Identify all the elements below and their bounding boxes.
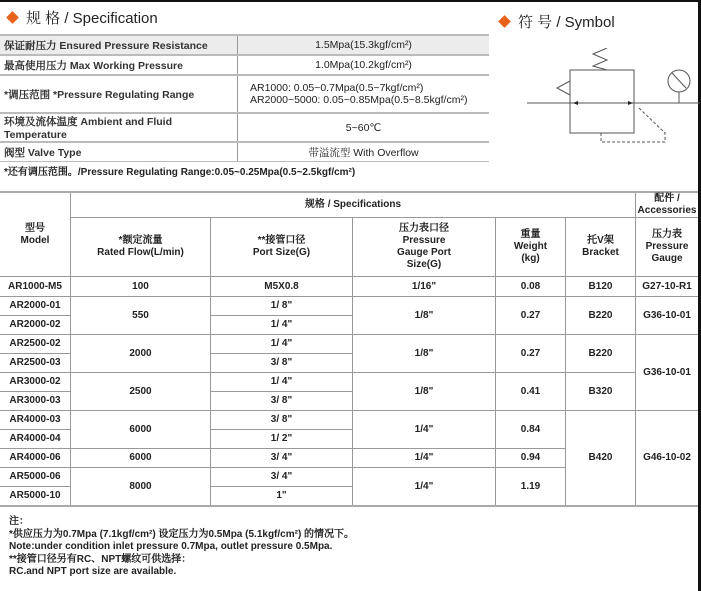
cell-gauge-port: 1/8"	[353, 373, 496, 411]
header-gauge-port	[353, 218, 496, 277]
note-line: **接管口径另有RC、NPT螺纹可供选择：	[9, 553, 192, 565]
pressure-regulator-symbol-icon	[515, 48, 701, 148]
spec-value: 1.5Mpa(15.3kgf/cm²)	[238, 35, 490, 55]
header-text: Gauge	[651, 253, 683, 264]
header-text: 压力表口径	[399, 223, 449, 234]
cell-bracket: B220	[566, 335, 636, 373]
header-text: Port Size(G)	[252, 247, 311, 258]
note-line: RC.and NPT port size are available.	[9, 566, 177, 577]
cell-port: 3/ 8"	[211, 411, 353, 430]
table-row	[0, 277, 698, 297]
header-text: 型号	[25, 222, 45, 234]
cell-model: AR4000-06	[0, 449, 71, 468]
header-text: (kg)	[521, 253, 540, 264]
cell-bracket: B420	[566, 411, 636, 507]
header-text: 重量	[520, 229, 541, 240]
spec-label: 最高使用压力 Max Working Pressure	[0, 55, 238, 75]
diamond-bullet-icon	[6, 11, 19, 24]
spec-row	[0, 55, 489, 75]
cell-port: 1/ 4"	[211, 316, 353, 335]
cell-weight: 1.19	[496, 468, 566, 507]
cell-model: AR4000-04	[0, 430, 71, 449]
symbol-section-title	[500, 11, 615, 32]
cell-gauge-port: 1/8"	[353, 335, 496, 373]
spec-label: 保证耐压力 Ensured Pressure Resistance	[0, 35, 238, 55]
cell-port: 1/ 2"	[211, 430, 353, 449]
header-accessories: 配件 / Accessories	[636, 192, 699, 218]
spec-label: 环境及流体温度 Ambient and Fluid Temperature	[0, 113, 238, 142]
cell-flow: 550	[71, 297, 211, 335]
table-row	[0, 335, 698, 354]
cell-flow: 8000	[71, 468, 211, 507]
header-text: 托V架	[587, 235, 614, 246]
header-text: Rated Flow(L/min)	[97, 247, 184, 258]
header-model	[0, 192, 71, 277]
header-bracket	[566, 218, 636, 277]
header-text: Size(G)	[406, 259, 442, 270]
spec-value-line: AR2000~5000: 0.05~0.85Mpa(0.5~8.5kgf/cm²)	[250, 94, 468, 106]
cell-flow: 6000	[71, 449, 211, 468]
cell-port: 1/ 4"	[211, 335, 353, 354]
header-text: Pressure	[402, 235, 446, 246]
cell-weight: 0.27	[496, 297, 566, 335]
spec-title-text: 规 格 / Specification	[26, 10, 158, 27]
cell-model: AR2500-02	[0, 335, 71, 354]
cell-flow: 6000	[71, 411, 211, 449]
cell-gauge-port: 1/8"	[353, 297, 496, 335]
header-text: **接管口径	[257, 235, 306, 246]
spec-value: 1.0Mpa(10.2kgf/cm²)	[238, 55, 490, 75]
diamond-bullet-icon	[498, 15, 511, 28]
cell-weight: 0.84	[496, 411, 566, 449]
cell-weight: 0.94	[496, 449, 566, 468]
spec-section-title	[8, 7, 158, 28]
cell-port: 1"	[211, 487, 353, 507]
cell-model: AR1000-M5	[0, 277, 71, 297]
header-text: Pressure	[645, 241, 689, 252]
header-weight	[496, 218, 566, 277]
spec-row	[0, 35, 489, 55]
header-gauge	[636, 218, 699, 277]
header-specifications: 规格 / Specifications	[71, 192, 636, 218]
cell-flow: 2000	[71, 335, 211, 373]
cell-bracket: B220	[566, 297, 636, 335]
header-text: 压力表	[652, 229, 682, 240]
cell-model: AR2000-02	[0, 316, 71, 335]
cell-gauge: G46-10-02	[636, 411, 699, 507]
cell-model: AR5000-06	[0, 468, 71, 487]
cell-model: AR3000-02	[0, 373, 71, 392]
cell-model: AR2000-01	[0, 297, 71, 316]
cell-model: AR4000-03	[0, 411, 71, 430]
spec-footnote: *还有调压范围。/Pressure Regulating Range:0.05~0.25Mpa(0.5~2.5kgf/cm²)	[4, 167, 356, 178]
spec-row	[0, 142, 489, 162]
header-text: Model	[20, 234, 50, 246]
spec-label: *调压范围 *Pressure Regulating Range	[0, 75, 238, 113]
cell-model: AR3000-03	[0, 392, 71, 411]
cell-weight: 0.08	[496, 277, 566, 297]
cell-gauge-port: 1/4"	[353, 468, 496, 507]
valve-body	[570, 70, 634, 133]
header-text: Weight	[513, 241, 548, 252]
spec-row	[0, 75, 489, 113]
spec-value-line: AR1000: 0.05~0.7Mpa(0.5~7kgf/cm²)	[250, 82, 424, 94]
cell-model: AR2500-03	[0, 354, 71, 373]
note-line: *供应压力为0.7Mpa (7.1kgf/cm²) 设定压力为0.5Mpa (5.1kgf/cm²) 的情况下。	[9, 528, 355, 540]
table-row	[0, 297, 698, 316]
notes-block	[9, 516, 354, 579]
cell-flow: 2500	[71, 373, 211, 411]
spec-label: 阀型 Valve Type	[0, 142, 238, 162]
cell-weight: 0.41	[496, 373, 566, 411]
cell-port: 1/ 8"	[211, 297, 353, 316]
spec-value: 5~60℃	[238, 113, 490, 142]
header-port	[211, 218, 353, 277]
cell-bracket: B320	[566, 373, 636, 411]
table-row	[0, 373, 698, 392]
cell-weight: 0.27	[496, 335, 566, 373]
exhaust-icon	[557, 81, 570, 95]
cell-port: 3/ 4"	[211, 468, 353, 487]
cell-bracket: B120	[566, 277, 636, 297]
cell-gauge-port: 1/16"	[353, 277, 496, 297]
symbol-title-text: 符 号 / Symbol	[518, 14, 615, 31]
spec-row	[0, 113, 489, 142]
cell-port: 3/ 8"	[211, 392, 353, 411]
spec-value: 带溢流型 With Overflow	[238, 142, 490, 162]
cell-port: 3/ 4"	[211, 449, 353, 468]
cell-port: M5X0.8	[211, 277, 353, 297]
note-line: 注：	[9, 516, 29, 527]
table-row	[0, 411, 698, 430]
header-text: *额定流量	[118, 235, 163, 246]
note-line: Note:under condition inlet pressure 0.7Mpa, outlet pressure 0.5Mpa.	[9, 541, 333, 552]
pilot-line	[601, 108, 665, 142]
cell-gauge: G36-10-01	[636, 335, 699, 411]
cell-port: 3/ 8"	[211, 354, 353, 373]
frame-top	[0, 0, 701, 2]
cell-gauge: G27-10-R1	[636, 277, 699, 297]
cell-flow: 100	[71, 277, 211, 297]
cell-port: 1/ 4"	[211, 373, 353, 392]
spec-value	[238, 75, 490, 113]
cell-gauge-port: 1/4"	[353, 449, 496, 468]
group-header-row	[0, 192, 698, 218]
column-header-row	[0, 218, 698, 277]
header-text: Bracket	[582, 247, 619, 258]
model-table	[0, 191, 698, 507]
header-flow	[71, 218, 211, 277]
cell-gauge-port: 1/4"	[353, 411, 496, 449]
spec-table	[0, 34, 489, 162]
cell-model: AR5000-10	[0, 487, 71, 507]
header-text: Gauge Port	[397, 247, 451, 258]
cell-gauge: G36-10-01	[636, 297, 699, 335]
spring-icon	[593, 48, 607, 70]
